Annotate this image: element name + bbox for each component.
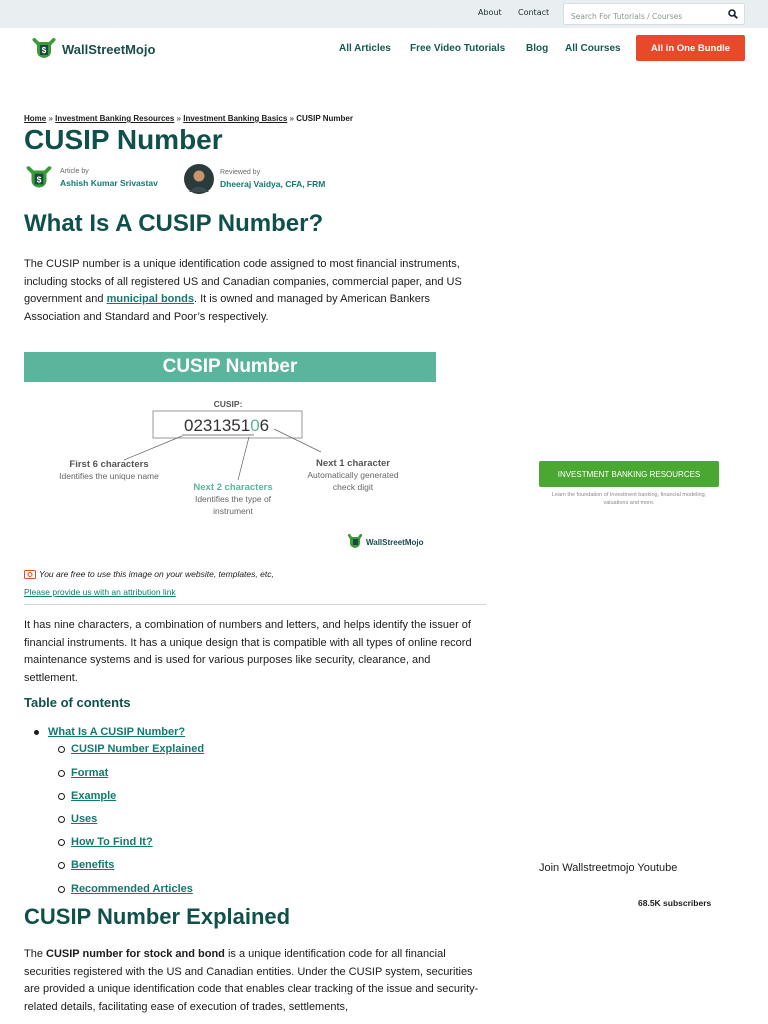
nav-all-articles[interactable]: All Articles xyxy=(339,43,391,54)
toc-link[interactable]: Example xyxy=(71,790,117,802)
intro-paragraph xyxy=(24,256,486,326)
toc-circle xyxy=(58,746,65,753)
municipal-bonds-link[interactable]: municipal bonds xyxy=(106,293,194,305)
toc-link[interactable]: What Is A CUSIP Number? xyxy=(48,726,186,738)
reviewer-block xyxy=(184,164,325,194)
toc-link[interactable]: Format xyxy=(71,767,109,779)
contact-link[interactable]: Contact xyxy=(518,8,550,17)
author-block xyxy=(24,164,158,192)
first6-title: First 6 characters xyxy=(69,459,149,470)
all-in-one-bundle-button[interactable]: All in One Bundle xyxy=(636,35,745,61)
cusip-label: CUSIP: xyxy=(213,399,243,409)
ib-description: Learn the foundation of Investment banking, financial modeling, valuations and more. xyxy=(551,492,707,506)
reviewer-avatar xyxy=(184,164,214,194)
cusip-code: 023135106 xyxy=(184,416,270,435)
breadcrumb-separator: » xyxy=(48,114,53,123)
toc-title: Table of contents xyxy=(24,695,131,710)
intro-text: The CUSIP number is a unique identification code assigned to most financial instruments, including stocks of all registered US and Canadian companies, commercial paper, and US government and xyxy=(24,258,462,305)
investment-banking-resources-button[interactable]: INVESTMENT BANKING RESOURCES xyxy=(539,461,719,487)
toc-link[interactable]: How To Find It? xyxy=(71,836,153,848)
search-icon[interactable] xyxy=(728,9,738,19)
explained-text: The xyxy=(24,948,47,960)
breadcrumb-investment-banking-resources[interactable]: Investment Banking Resources xyxy=(55,114,175,123)
toc-link[interactable]: Benefits xyxy=(71,859,115,871)
toc-bullet xyxy=(34,730,39,735)
author-avatar xyxy=(24,164,54,192)
toc-circle xyxy=(58,839,65,846)
bull-logo-icon xyxy=(30,36,58,62)
nav-all-courses[interactable]: All Courses xyxy=(565,43,621,54)
infographic-banner: CUSIP Number xyxy=(24,352,436,382)
intro-text-end: . It is owned and managed by American Bankers Association and Standard and Poor’s respectively. xyxy=(24,293,430,323)
svg-text:$: $ xyxy=(41,46,47,55)
cusip-diagram xyxy=(24,352,436,552)
breadcrumb-home[interactable]: Home xyxy=(24,114,47,123)
site-logo[interactable] xyxy=(30,36,155,62)
explained-bold: CUSIP number for stock and bond xyxy=(46,948,225,960)
search-input[interactable] xyxy=(564,7,714,27)
toc-circle xyxy=(58,862,65,869)
toc-circle xyxy=(58,793,65,800)
breadcrumb-separator: » xyxy=(176,114,181,123)
explained-paragraph xyxy=(24,946,486,1016)
toc-link[interactable]: Uses xyxy=(71,813,98,825)
divider xyxy=(24,604,486,605)
breadcrumb-investment-banking-basics[interactable]: Investment Banking Basics xyxy=(183,114,288,123)
camera-icon xyxy=(24,569,36,579)
watermark-logo-icon xyxy=(348,534,363,548)
page-title: CUSIP Number xyxy=(24,124,223,155)
watermark-text: WallStreetMojo xyxy=(366,538,424,547)
reviewer-label: Reviewed by xyxy=(220,169,261,176)
nav-blog[interactable]: Blog xyxy=(526,43,549,54)
heading-cusip-explained: CUSIP Number Explained xyxy=(24,904,291,929)
brand-name: WallStreetMojo xyxy=(62,41,156,57)
next2-desc-1: Identifies the type of xyxy=(194,494,272,504)
about-link[interactable]: About xyxy=(478,8,502,17)
author-label: Article by xyxy=(60,168,89,175)
nav-free-video-tutorials[interactable]: Free Video Tutorials xyxy=(410,43,506,54)
attribution-link[interactable]: Please provide us with an attribution link xyxy=(24,587,176,597)
reviewer-name[interactable]: Dheeraj Vaidya, CFA, FRM xyxy=(220,179,326,189)
breadcrumb-separator: » xyxy=(289,114,294,123)
first6-desc: Identifies the unique name xyxy=(59,471,159,481)
toc-link[interactable]: CUSIP Number Explained xyxy=(71,743,205,755)
cusip-infographic xyxy=(24,352,436,552)
toc-link[interactable]: Recommended Articles xyxy=(71,883,193,895)
free-use-text: You are free to use this image on your website, templates, etc, xyxy=(39,569,274,579)
breadcrumb-current: CUSIP Number xyxy=(296,114,353,123)
search-box xyxy=(563,3,745,25)
next2-title: Next 2 characters xyxy=(193,482,273,493)
svg-text:$: $ xyxy=(36,174,42,185)
next1-title: Next 1 character xyxy=(316,458,390,469)
author-name[interactable]: Ashish Kumar Srivastav xyxy=(60,178,158,188)
explained-text-rest: is a unique identification code for all financial securities registered with the US and Canadian entities. Under the CUSIP system, securities are provided a unique identification code that enables clear tracking of the issue and security-related details, facilitating ease of execution of trades, settlements, xyxy=(24,948,479,1013)
toc-circle xyxy=(58,770,65,777)
description-paragraph: It has nine characters, a combination of numbers and letters, and helps identify the issuer of financial instruments. It has a unique design that is compatible with all types of online record maintenance systems and is used for various purposes like security, clearance, and settlement. xyxy=(24,619,472,684)
heading-what-is-cusip: What Is A CUSIP Number? xyxy=(24,210,324,237)
toc-circle xyxy=(58,816,65,823)
toc-circle xyxy=(58,886,65,893)
breadcrumb xyxy=(24,114,353,123)
free-use-notice xyxy=(24,569,274,579)
youtube-title[interactable]: Join Wallstreetmojo Youtube xyxy=(539,862,678,874)
top-utility-bar xyxy=(0,0,768,28)
youtube-subscribers: 68.5K subscribers xyxy=(638,898,712,908)
next1-desc-2: check digit xyxy=(332,482,374,492)
next2-desc-2: instrument xyxy=(213,506,253,516)
next1-desc-1: Automatically generated xyxy=(307,470,399,480)
